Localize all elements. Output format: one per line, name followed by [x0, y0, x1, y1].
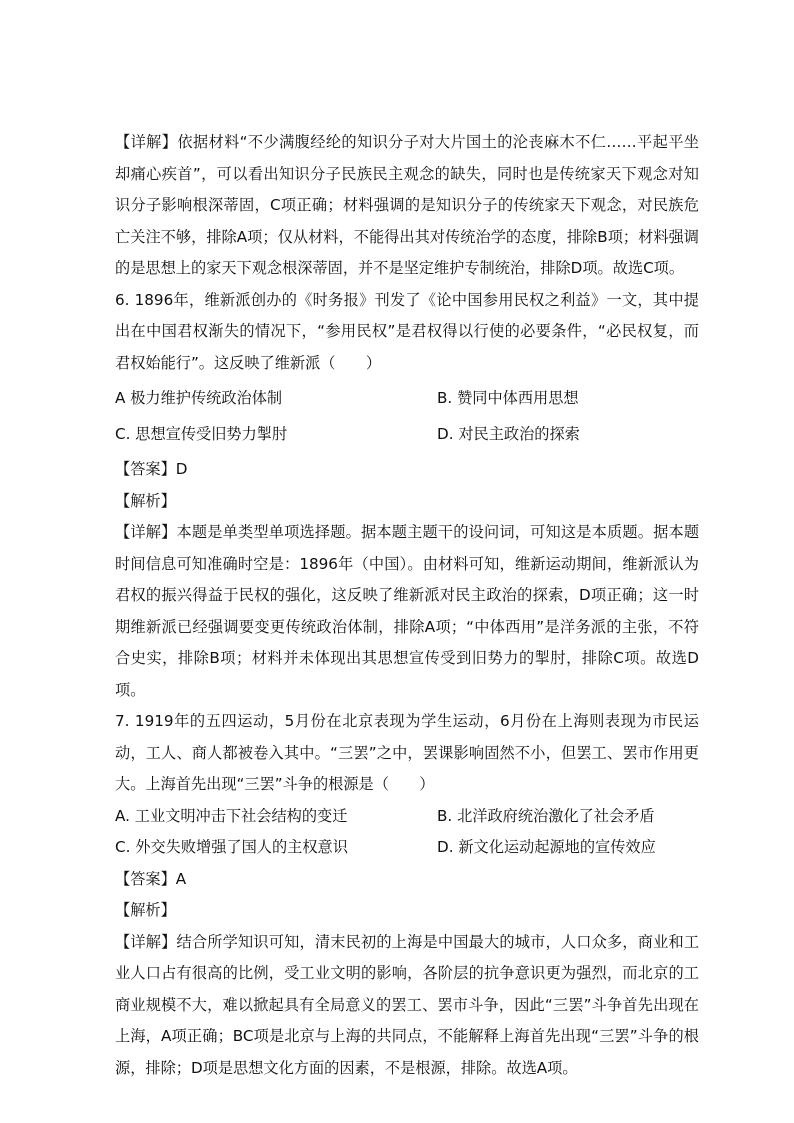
q7-analysis-label: 【解析】	[115, 901, 176, 919]
q6-analysis-label: 【解析】	[115, 491, 176, 510]
q7-answer: 【答案】A	[115, 869, 187, 888]
q6-option-a: A 极力维护传统政治体制	[115, 389, 283, 407]
q6-option-b: B. 赞同中体西用思想	[437, 389, 579, 407]
q6-options	[115, 383, 699, 415]
q7-options	[115, 801, 699, 833]
q7-option-d: D. 新文化运动起源地的宣传效应	[437, 838, 656, 856]
q6-stem: 6. 1896年，维新派创办的《时务报》刊发了《论中国参用民权之利益》一文，其中提出在中国君权渐失的情况下，“参用民权”是君权得以行使的必要条件，“必民权复，而君权始能行”。这反映了维新派（ ）	[115, 290, 699, 372]
q7-option-a: A. 工业文明冲击下社会结构的变迁	[115, 806, 348, 825]
q7-option-c: C. 外交失败增强了国人的主权意识	[115, 838, 348, 856]
q7-analysis-text: 【详解】结合所学知识可知，清末民初的上海是中国最大的城市，人口众多，商业和工业人口占有很高的比例，受工业文明的影响，各阶层的抗争意识更为强烈，而北京的工商业规模不大，难以掀起具有全局意义的罢工、罢市斗争，因此“三罢”斗争首先出现在上海，A项正确；BC项是北京与上海的共同点，不能解释上海首先出现“三罢”斗争的根源，排除；D项是思想文化方面的因素，不是根源，排除。故选A项。	[115, 932, 699, 1077]
q6-analysis-text: 【详解】本题是单类型单项选择题。据本题主题干的设问词，可知这是本质题。据本题时间信息可知准确时空是：1896年（中国）。由材料可知，维新运动期间，维新派认为君权的振兴得益于民权的强化，这反映了维新派对民主政治的探索，D项正确；这一时期维新派已经强调要变更传统政治体制，排除A项；“中体西用”是洋务派的主张，不符合史实，排除B项；材料并未体现出其思想宣传受到旧势力的掣肘，排除C项。故选D项。	[115, 523, 699, 699]
document-page	[115, 127, 699, 1084]
q6-option-d: D. 对民主政治的探索	[437, 424, 580, 443]
q7-options-row2	[115, 832, 699, 864]
q6-answer: 【答案】D	[115, 460, 188, 478]
q6-options-row2	[115, 419, 699, 451]
q7-option-b: B. 北洋政府统治激化了社会矛盾	[437, 806, 655, 825]
q7-stem: 7. 1919年的五四运动，5月份在北京表现为学生运动，6月份在上海则表现为市民运动，工人、商人都被卷入其中。“三罢”之中，罢课影响固然不小，但罢工、罢市作用更大。上海首先出现“三罢”斗争的根源是（ ）	[115, 712, 699, 793]
q5-analysis-text: 【详解】依据材料“不少满腹经纶的知识分子对大片国土的沦丧麻木不仁……平起平坐却痛心疾首”，可以看出知识分子民族民主观念的缺失，同时也是传统家天下观念对知识分子影响根深蒂固，C项正确；材料强调的是知识分子的传统家天下观念，对民族危亡关注不够，排除A项；仅从材料，不能得出其对传统治学的态度，排除B项；材料强调的是思想上的家天下观念根深蒂固，并不是坚定维护专制统治，排除D项。故选C项。	[115, 133, 699, 277]
q6-option-c: C. 思想宣传受旧势力掣肘	[115, 424, 288, 443]
